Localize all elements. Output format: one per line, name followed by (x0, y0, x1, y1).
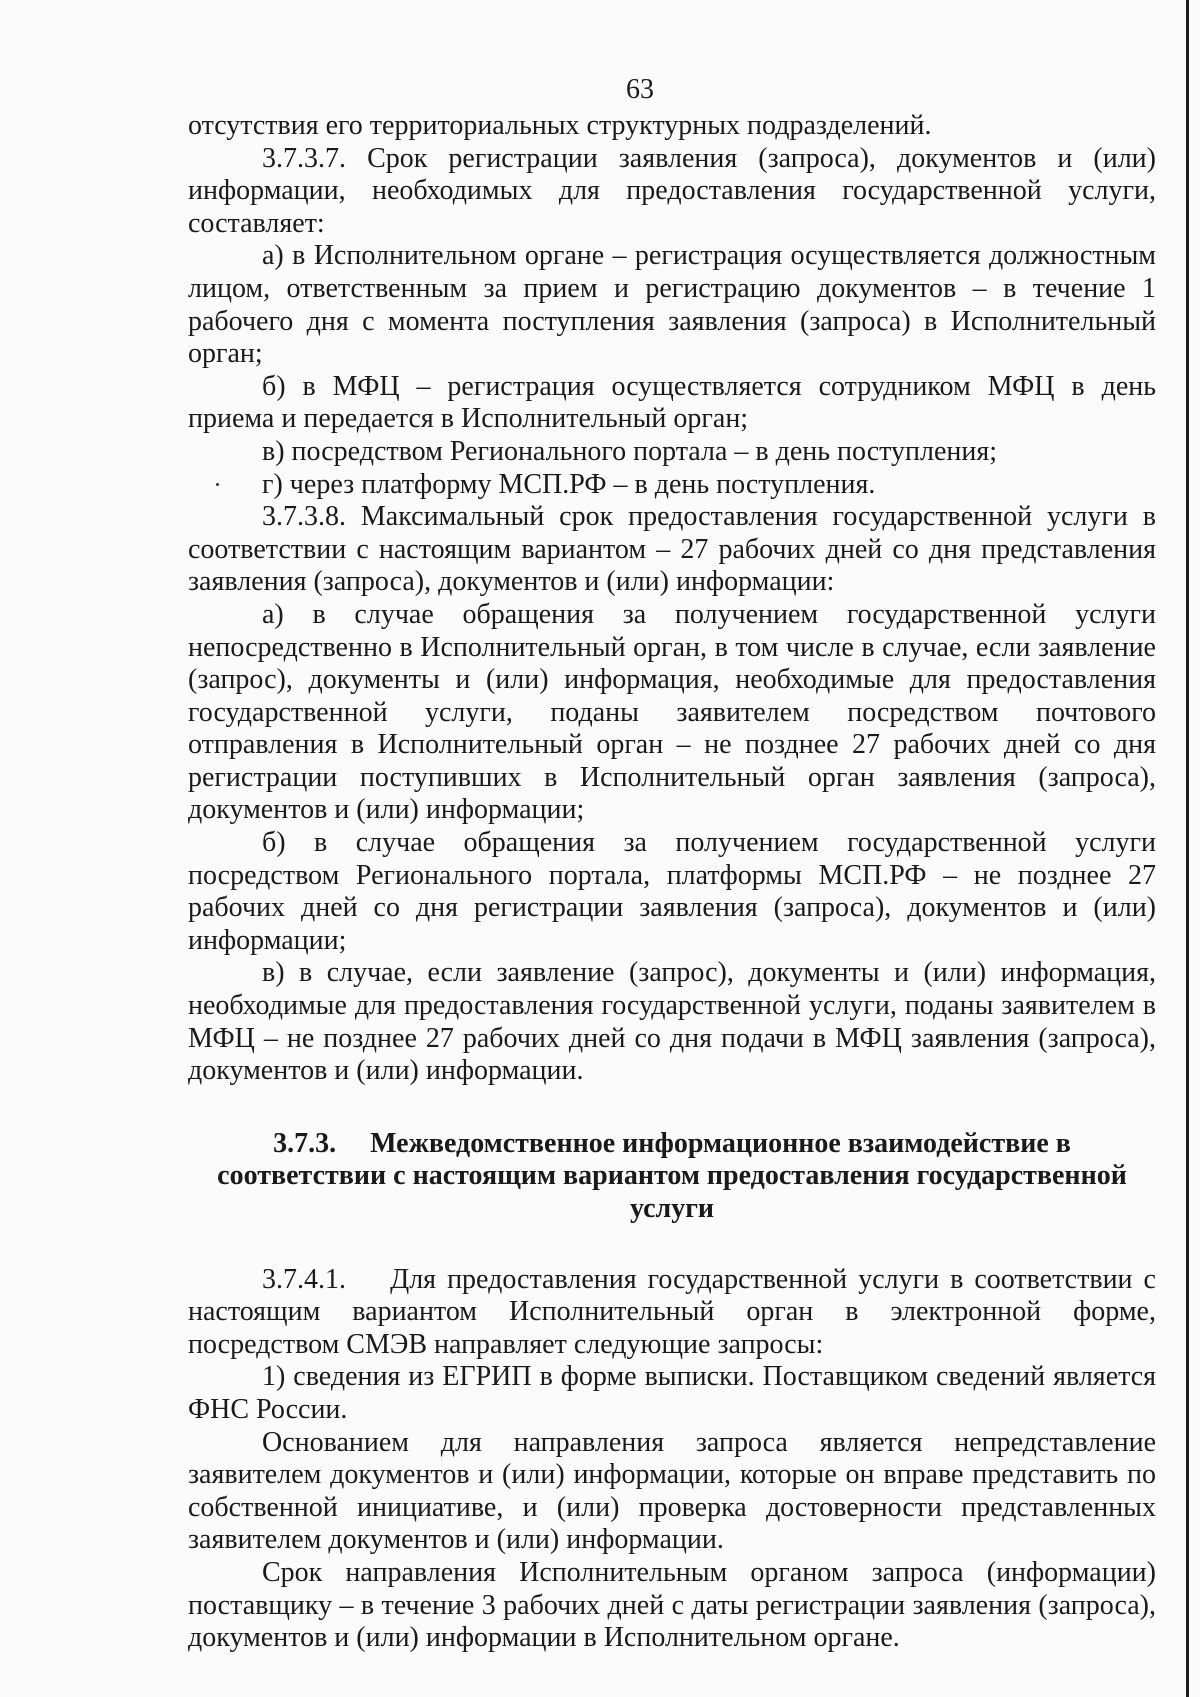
section-title: Межведомственное информационное взаимодействие в соответствии с настоящим вариантом предоставления государственной услуги (217, 1127, 1127, 1224)
paragraph: б) в случае обращения за получением государственной услуги посредством Регионального портала, платформы МСП.РФ – не позднее 27 рабочих дней со дня регистрации заявления (запроса), документов и (или) информации; (188, 827, 1156, 956)
paragraph: 1) сведения из ЕГРИП в форме выписки. Поставщиком сведений является ФНС России. (188, 1361, 1156, 1425)
page-number: 63 (626, 74, 654, 105)
paragraph: Срок направления Исполнительным органом запроса (информации) поставщику – в течение 3 рабочих дней с даты регистрации заявления (запроса), документов и (или) информации в Исполнительном органе. (188, 1556, 1156, 1654)
paragraph: 3.7.4.1. Для предоставления государственной услуги в соответствии с настоящим вариантом Исполнительный орган в электронной форме, посредством СМЭВ направляет следующие запросы: (188, 1263, 1163, 1360)
section-heading (188, 1128, 1156, 1226)
paragraph: г) через платформу МСП.РФ – в день поступления. (262, 468, 876, 500)
paragraph: в) посредством Регионального портала – в день поступления; (262, 435, 998, 467)
page-edge-line (1186, 0, 1189, 1697)
paragraph: а) в Исполнительном органе – регистрация осуществляется должностным лицом, ответственным за прием и регистрацию документов – в течение 1 рабочего дня с момента поступления заявления (запроса) в Исполнительный орган; (188, 240, 1156, 370)
paragraph: а) в случае обращения за получением государственной услуги непосредственно в Исполнительный орган, в том числе в случае, если заявление (запрос), документы и (или) информация, необходимые для предоставления государственной услуги, поданы заявителем посредством почтового отправления в Исполнительный орган – не позднее 27 рабочих дней со дня регистрации поступивших в Исполнительный орган заявления (запроса), документов и (или) информации; (188, 598, 1156, 826)
paragraph: Основанием для направления запроса является непредставление заявителем документов и (или) информации, которые он вправе представить по собственной инициативе, и (или) проверка достоверности представленных заявителем документов и (или) информации. (188, 1426, 1156, 1556)
paragraph: б) в МФЦ – регистрация осуществляется сотрудником МФЦ в день приема и передается в Исполнительный орган; (188, 370, 1156, 435)
paragraph: отсутствия его территориальных структурных подразделений. (188, 110, 932, 141)
document-body (188, 110, 1163, 1655)
paragraph: 3.7.3.8. Максимальный срок предоставления государственной услуги в соответствии с настоящим вариантом – 27 рабочих дней со дня представления заявления (запроса), документов и (или) информации: (188, 501, 1156, 598)
paragraph: в) в случае, если заявление (запрос), документы и (или) информация, необходимые для предоставления государственной услуги, поданы заявителем в МФЦ – не позднее 27 рабочих дней со дня подачи в МФЦ заявления (запроса), документов и (или) информации. (188, 957, 1156, 1087)
paragraph: 3.7.3.7. Срок регистрации заявления (запроса), документов и (или) информации, необходимых для предоставления государственной услуги, составляет: (188, 142, 1156, 239)
section-number: 3.7.3. (273, 1127, 337, 1159)
